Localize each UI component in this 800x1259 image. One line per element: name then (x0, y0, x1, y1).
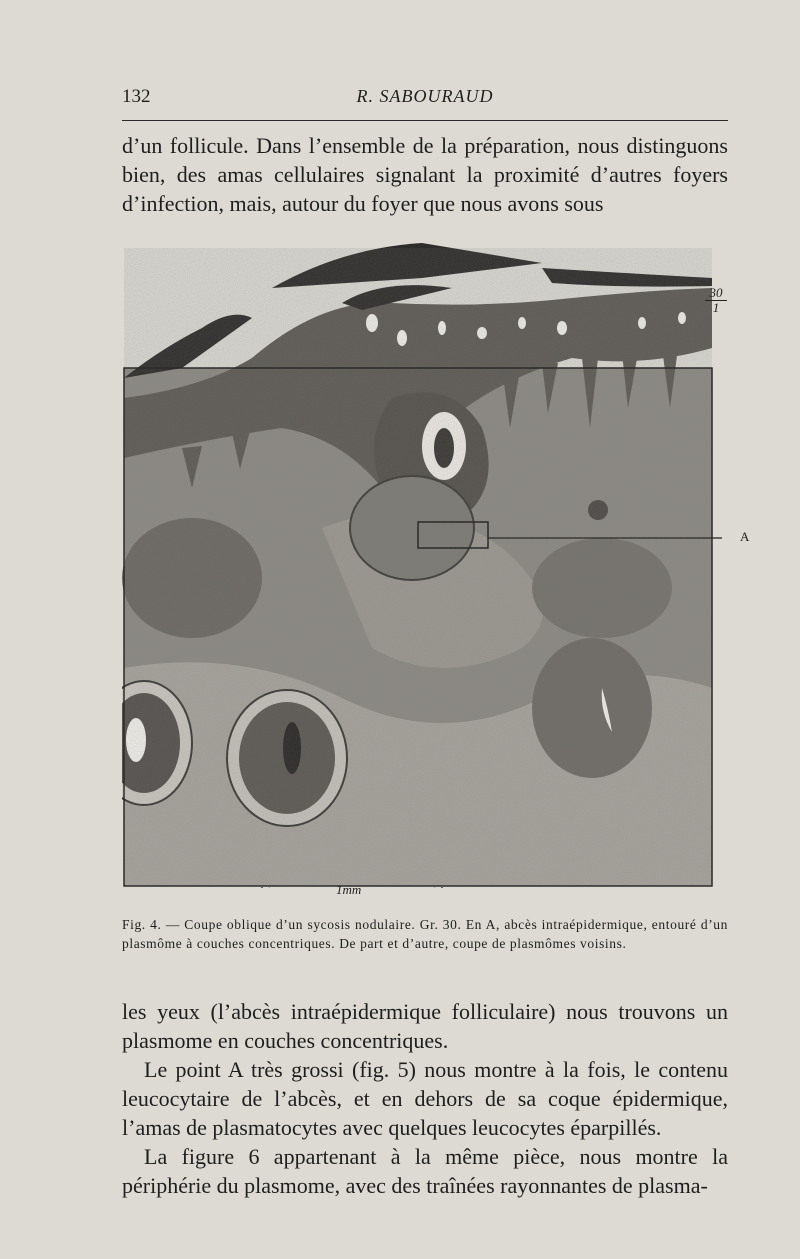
magnification-denominator: 1 (712, 300, 720, 315)
header-rule (122, 120, 728, 121)
magnification-label (705, 286, 727, 315)
texture-overlay (124, 248, 712, 886)
paragraph-top: d’un follicule. Dans l’ensemble de la préparation, nous distinguons bien, des amas cellulaires signalant la proximité d’autres foyers d’infection, mais, autour du foyer que nous avons sous (122, 133, 728, 216)
figure-caption: Fig. 4. — Coupe oblique d’un sycosis nodulaire. Gr. 30. En A, abcès intraépidermique, entouré d’un plasmôme à couches concentriques. De part et d’autre, coupe de plasmômes voisins. (122, 917, 728, 951)
scale-label: 1mm (336, 882, 362, 897)
paragraph-1: les yeux (l’abcès intraépidermique folliculaire) nous trouvons un plasmome en couches concentriques. (122, 999, 728, 1053)
point-A-label: A (740, 529, 750, 544)
histology-illustration (122, 228, 722, 888)
body-text-bottom (122, 997, 728, 1200)
magnification-numerator: 30 (705, 286, 727, 301)
paragraph-3: La figure 6 appartenant à la même pièce, nous montre la périphérie du plasmome, avec des traînées rayonnantes de plasma- (122, 1144, 728, 1198)
page-number: 132 (122, 86, 151, 107)
running-head (122, 86, 728, 110)
histology-figure (122, 228, 722, 888)
paragraph-2: Le point A très grossi (fig. 5) nous montre à la fois, le contenu leucocytaire de l’abcès, et en dehors de sa coque épidermique, l’amas de plasmatocytes avec quelques leucocytes éparpillés. (122, 1057, 728, 1140)
running-title: R. SABOURAUD (356, 86, 494, 106)
